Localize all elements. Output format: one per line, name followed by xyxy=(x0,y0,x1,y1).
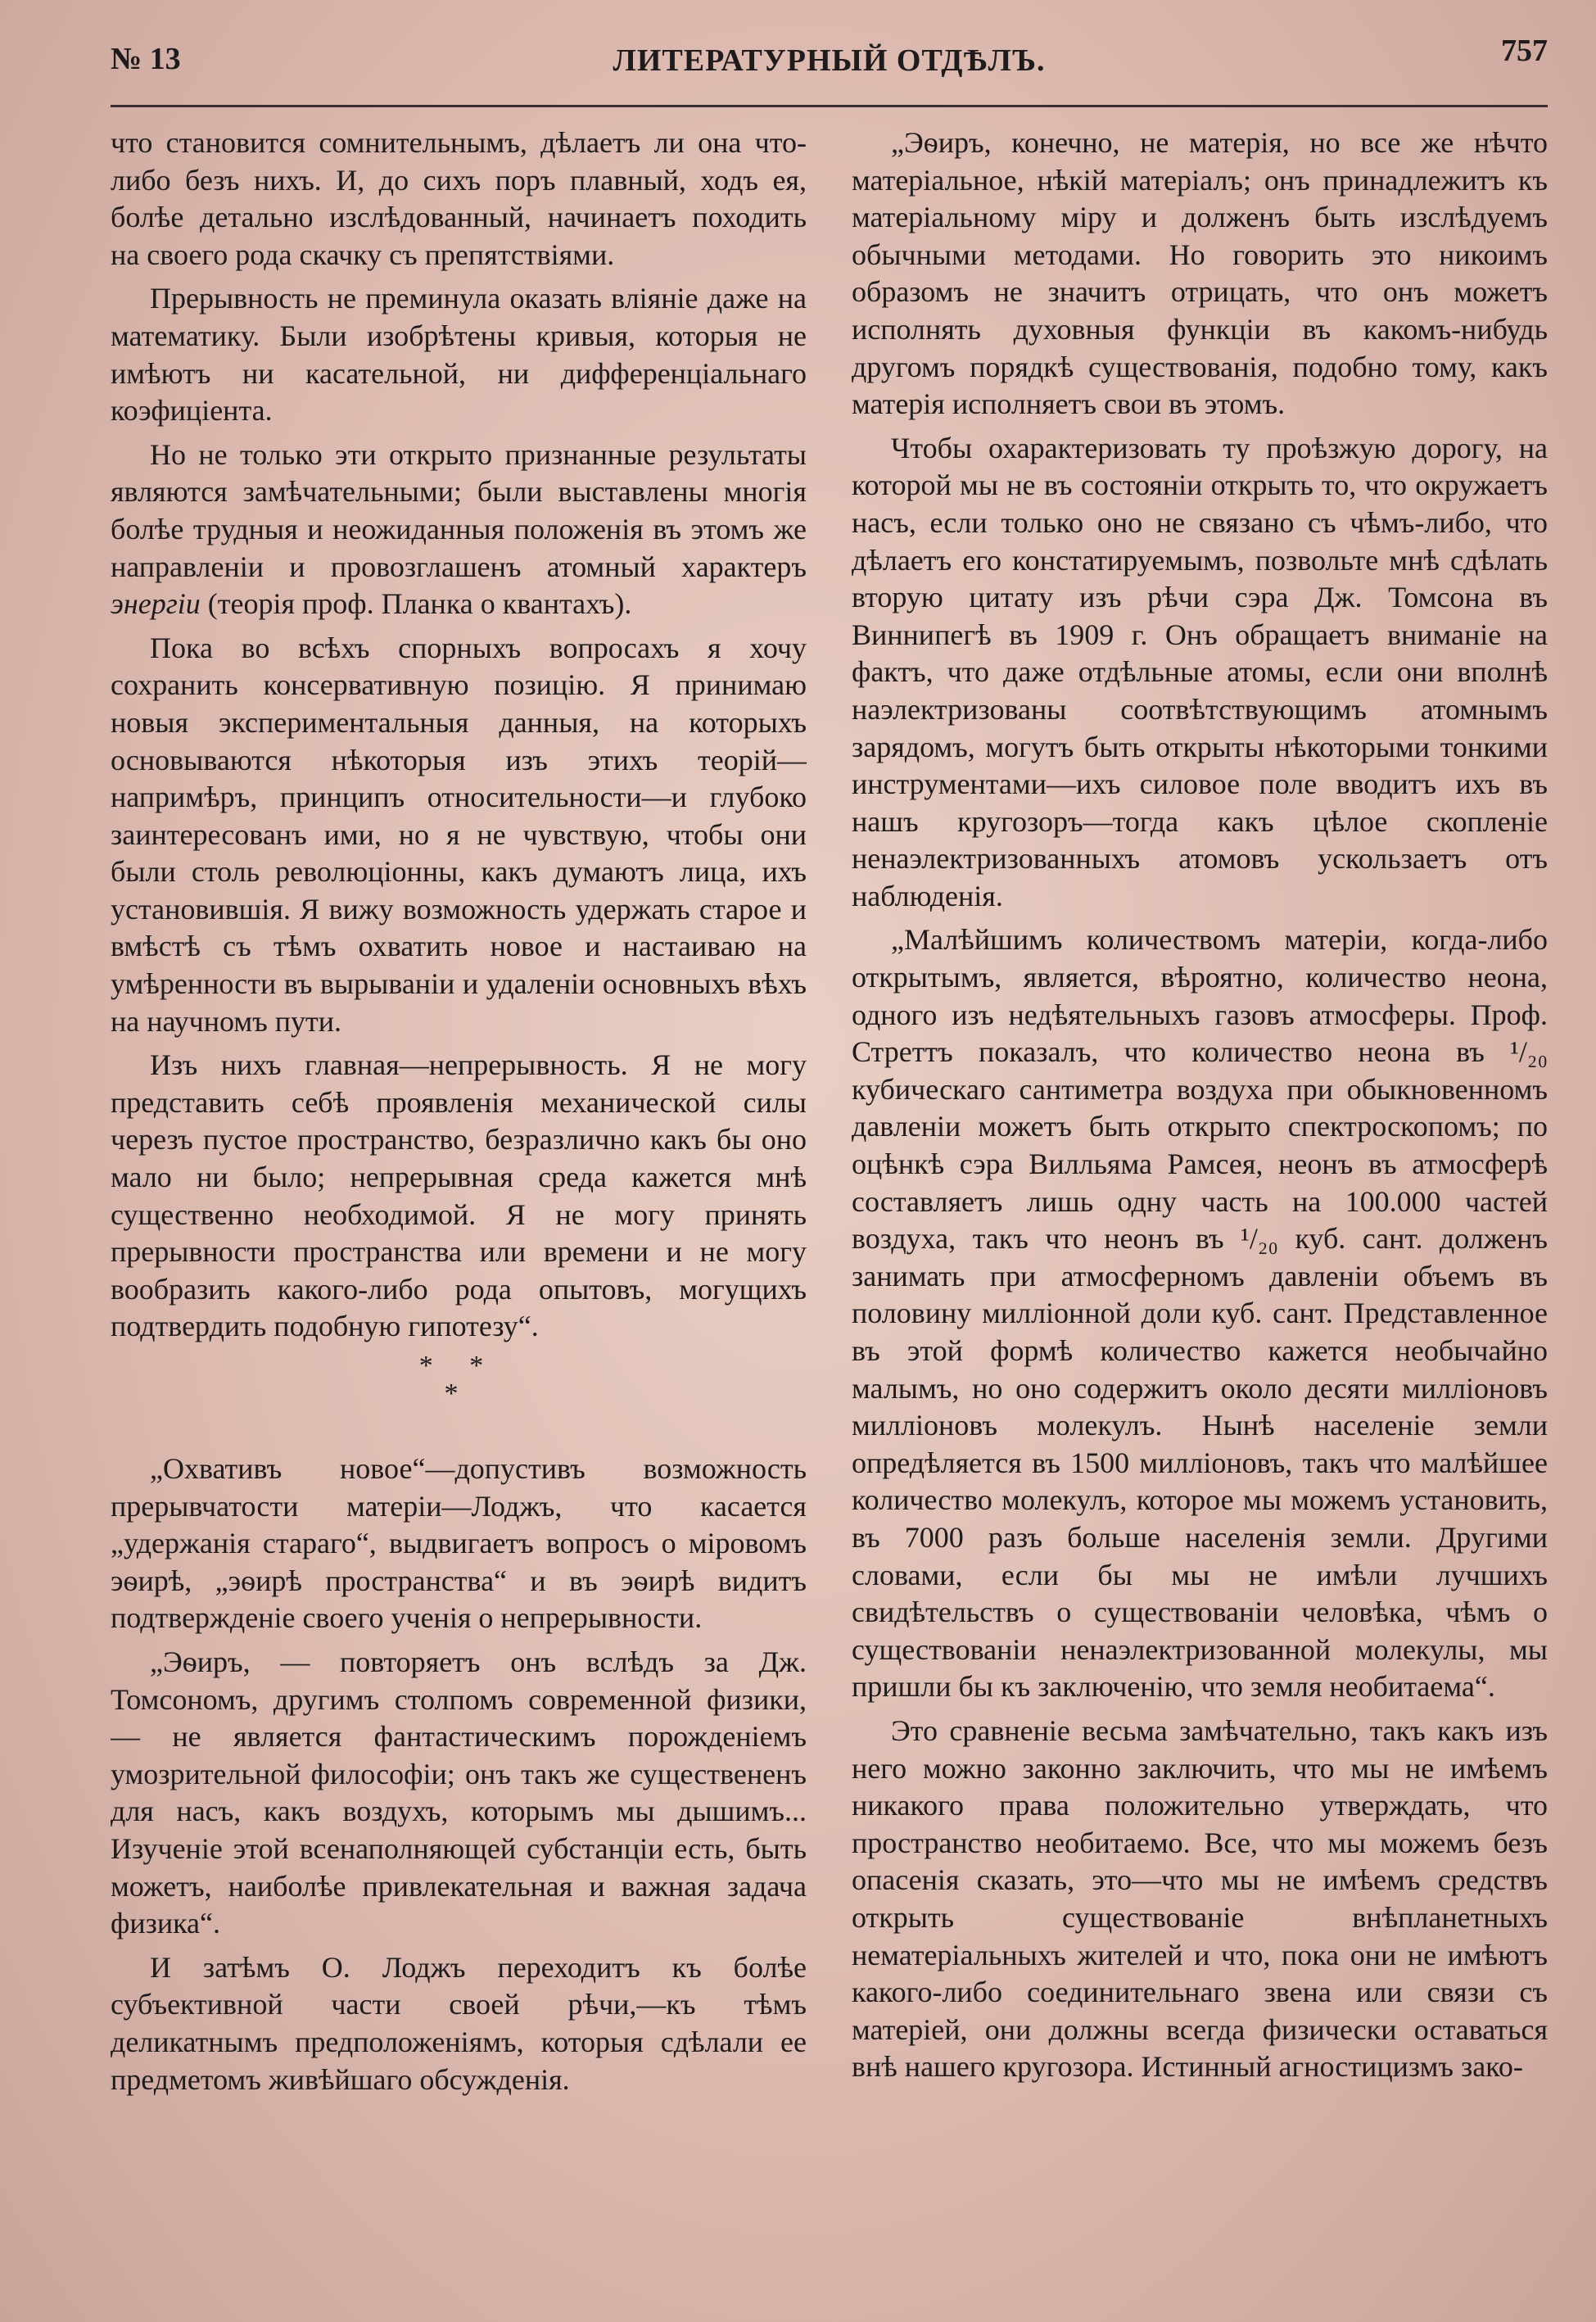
paragraph-text: (теорія проф. Планка о квантахъ). xyxy=(200,587,632,621)
running-header xyxy=(111,33,1548,90)
paragraph: Чтобы охарактеризовать ту проѣзжую дорогу, на которой мы не въ состояніи открыть то, что окружаетъ насъ, если только оно не связано съ чѣмъ-либо, что дѣлаетъ его констатируемымъ, позвольте мнѣ сдѣлать вторую цитату изъ рѣчи сэра Дж. Томсона въ Виннипегѣ въ 1909 г. Онъ обращаетъ вниманіе на фактъ, что даже отдѣльные атомы, если они вполнѣ наэлектризованы соотвѣтствующимъ атомнымъ зарядомъ, могутъ быть открыты нѣкоторыми тонкими инструментами—ихъ силовое поле вводитъ ихъ въ нашъ кругозоръ—тогда какъ цѣлое скопленіе ненаэлектризованныхъ атомовъ ускользаетъ отъ наблюденія. xyxy=(852,431,1548,912)
paragraph: „Малѣйшимъ количествомъ матеріи, когда-либо открытымъ, является, вѣроятно, количество неона, одного изъ недѣятельныхъ газовъ атмосферы. Проф. Стреттъ показалъ, что количество неона въ ¹/₂₀ кубическаго сантиметра воздуха при обыкновенномъ давленіи можетъ быть открыто спектроскопомъ; по оцѣнкѣ сэра Вилльяма Рамсея, неонъ въ атмосферѣ составляетъ лишь одну часть на 100.000 частей воздуха, такъ что неонъ въ ¹/₂₀ куб. сант. долженъ занимать при атмосферномъ давленіи объемъ въ половину милліонной доли куб. сант. Представленное въ этой формѣ количество кажется необычайно малымъ, но оно содержитъ около десяти милліоновъ милліоновъ молекулъ. Нынѣ населеніе земли опредѣляется въ 1500 милліоновъ, такъ что малѣйшее количество молекулъ, которое мы можемъ установить, въ 7000 разъ больше населенія земли. Другими словами, если бы мы не имѣли лучшихъ свидѣтельствъ о существованіи человѣка, чѣмъ о существованіи ненаэлектризованной молекулы, мы пришли бы къ заключенію, что земля необитаема“. xyxy=(852,923,1548,1704)
left-column xyxy=(111,124,807,2295)
paragraph: И затѣмъ О. Лоджъ переходитъ къ болѣе субъективной части своей рѣчи,—къ тѣмъ деликатнымъ предположеніямъ, которыя сдѣлали ее предметомъ живѣйшаго обсужденія. xyxy=(111,1950,807,2096)
issue-number: № 13 xyxy=(111,42,181,76)
paragraph: Это сравненіе весьма замѣчательно, такъ какъ изъ него можно законно заключить, что мы не имѣемъ никакого права положительно утверждать, что пространство необитаемо. Все, что мы можемъ безъ опасенія сказать, это—что мы не имѣемъ средствъ открыть существованіе внѣпланетныхъ нематеріальныхъ жителей и что, пока они не имѣютъ какого-либо соединительнаго звена или связи съ матеріей, они должны всегда физически оставаться внѣ нашего кругозора. Истинный агностицизмъ зако- xyxy=(852,1713,1548,2084)
section-separator xyxy=(111,1352,807,1408)
paragraph xyxy=(111,437,807,623)
page-number: 757 xyxy=(1501,34,1548,68)
emphasized-word: энергіи xyxy=(111,587,201,621)
paragraph: Изъ нихъ главная—непрерывность. Я не могу представить себѣ проявленія механической силы черезъ пустое пространство, безразлично какъ бы оно мало ни было; непрерывная среда кажется мнѣ существенно необходимой. Я не могу принять прерывности пространства или времени и не могу вообразить какого-либо рода опытовъ, могущихъ подтвердить подобную гипотезу“. xyxy=(111,1048,807,1343)
paragraph-text: Но не только эти открыто признанные результаты являются замѣчательными; были выставлены многія болѣе трудныя и неожиданныя положенія въ этомъ же направленіи и провозглашенъ атомный характеръ xyxy=(111,437,807,583)
paragraph: „Эѳиръ, конечно, не матерія, но все же нѣчто матеріальное, нѣкій матеріалъ; онъ принадлежитъ къ матеріальному міру и долженъ быть изслѣдуемъ обычными методами. Но говорить это никоимъ образомъ не значитъ отрицать, что онъ можетъ исполнять духовныя функціи въ какомъ-нибудь другомъ порядкѣ существованія, подобно тому, какъ матерія исполняетъ свои въ этомъ. xyxy=(852,126,1548,421)
header-rule xyxy=(111,105,1548,107)
asterisk-bottom: * xyxy=(444,1378,473,1409)
paragraph: „Эѳиръ, — повторяетъ онъ вслѣдъ за Дж. Томсономъ, другимъ столпомъ современной физики, — не является фантастическимъ порожденіемъ умозрительной философіи; онъ такъ же существененъ для насъ, какъ воздухъ, которымъ мы дышимъ... Изученіе этой всенаполняющей субстанціи есть, быть можетъ, наиболѣе привлекательная и важная задача физика“. xyxy=(111,1645,807,1940)
asterisks-top: * * xyxy=(418,1351,499,1381)
section-title: ЛИТЕРАТУРНЫЙ ОТДѢЛЪ. xyxy=(613,43,1046,78)
paragraph: „Охвативъ новое“—допустивъ возможность прерывчатости матеріи—Лоджъ, что касается „удержанія стараго“, выдвигаетъ вопросъ о міровомъ эѳирѣ, „эѳирѣ пространства“ и въ эѳирѣ видитъ подтвержденіе своего ученія о непрерывности. xyxy=(111,1452,807,1635)
paragraph: Пока во всѣхъ спорныхъ вопросахъ я хочу сохранить консервативную позицію. Я принимаю новыя экспериментальныя данныя, на которыхъ основываются нѣкоторыя изъ этихъ теорій—напримѣръ, принципъ относительности—и глубоко заинтересованъ ими, но я не чувствую, чтобы они были столь революціонны, какъ думаютъ лица, ихъ установившія. Я вижу возможность удержать старое и вмѣстѣ съ тѣмъ охватить новое и настаиваю на умѣренности въ вырываніи и удаленіи основныхъ вѣхъ на научномъ пути. xyxy=(111,631,807,1038)
paragraph: что становится сомнительнымъ, дѣлаетъ ли она что-либо безъ нихъ. И, до сихъ поръ плавный, ходъ ея, болѣе детально изслѣдованный, начинаетъ походить на своего рода скачку съ препятствіями. xyxy=(111,126,807,271)
right-column xyxy=(852,124,1548,2295)
paragraph: Прерывность не преминула оказать вліяніе даже на математику. Были изобрѣтены кривыя, которыя не имѣютъ ни касательной, ни дифференціальнаго коэфиціента. xyxy=(111,282,807,428)
